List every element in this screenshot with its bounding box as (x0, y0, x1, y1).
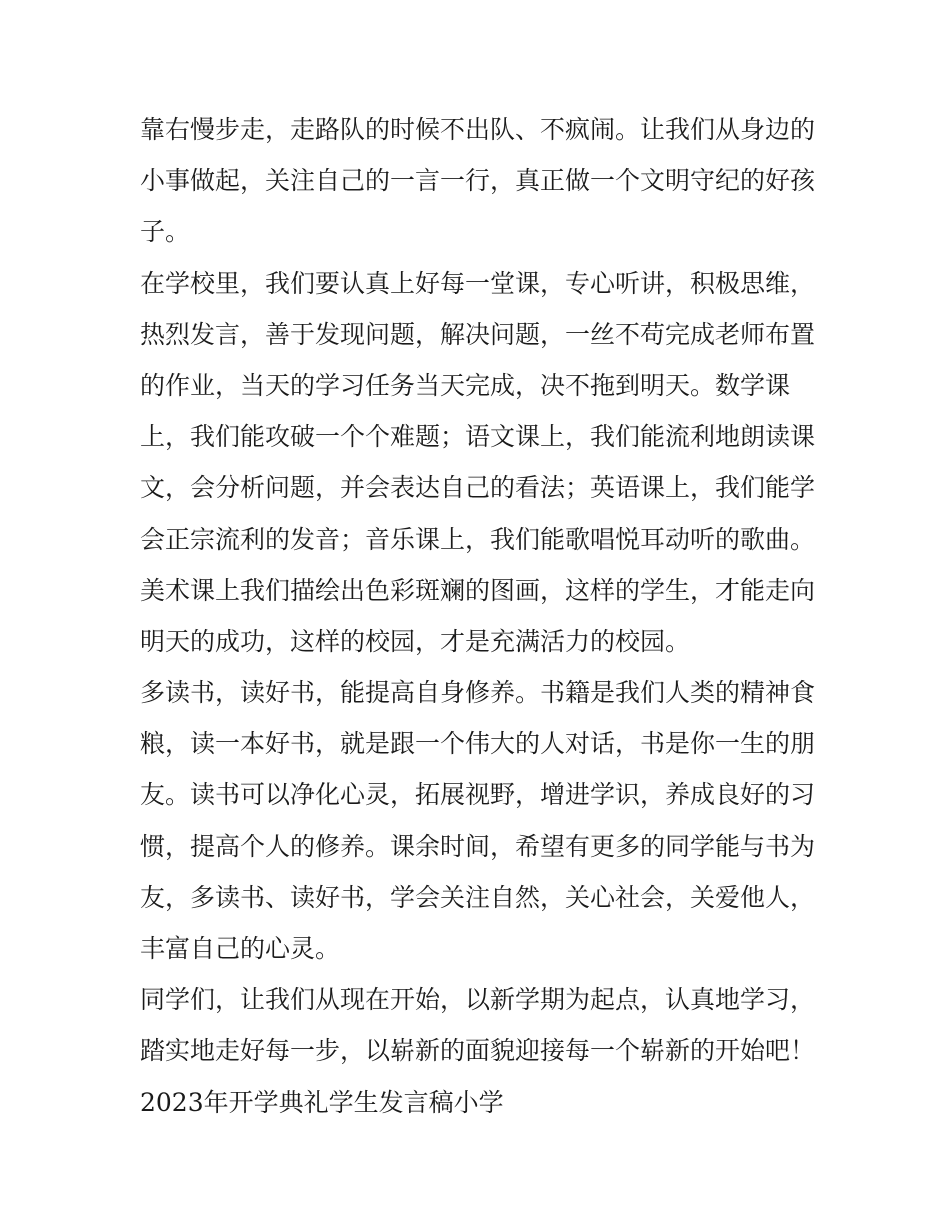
text-line: 上，我们能攻破一个个难题；语文课上，我们能流利地朗读课 (140, 422, 816, 452)
text-line: 热烈发言，善于发现问题，解决问题，一丝不苟完成老师布置 (140, 319, 816, 349)
text-line: 惯，提高个人的修养。课余时间，希望有更多的同学能与书为 (140, 831, 816, 861)
text-line: 靠右慢步走，走路队的时候不出队、不疯闹。让我们从身边的 (140, 115, 816, 144)
document-title-line: 2023年开学典礼学生发言稿小学 (140, 1087, 504, 1117)
text-line: 友。读书可以净化心灵，拓展视野，增进学识，养成良好的习 (140, 780, 816, 810)
text-line: 的作业，当天的学习任务当天完成，决不拖到明天。数学课 (140, 370, 791, 400)
text-line: 粮，读一本好书，就是跟一个伟大的人对话，书是你一生的朋 (140, 729, 816, 759)
text-line: 文，会分析问题，并会表达自己的看法；英语课上，我们能学 (140, 473, 816, 503)
text-line: 同学们，让我们从现在开始，以新学期为起点，认真地学习， (140, 985, 816, 1015)
text-line: 友，多读书、读好书，学会关注自然，关心社会，关爱他人， (140, 882, 816, 912)
text-line: 丰富自己的心灵。 (140, 934, 341, 963)
text-line: 踏实地走好每一步，以崭新的面貌迎接每一个崭新的开始吧！ (140, 1036, 816, 1066)
text-line: 会正宗流利的发音；音乐课上，我们能歌唱悦耳动听的歌曲。 (140, 524, 816, 554)
text-line: 美术课上我们描绘出色彩斑斓的图画，这样的学生，才能走向 (140, 575, 816, 605)
text-line: 在学校里，我们要认真上好每一堂课，专心听讲，积极思维， (140, 268, 816, 298)
text-line: 小事做起，关注自己的一言一行，真正做一个文明守纪的好孩 (140, 166, 816, 196)
text-line: 明天的成功，这样的校园，才是充满活力的校园。 (140, 626, 691, 656)
text-line: 子。 (140, 217, 191, 247)
text-line: 多读书，读好书，能提高自身修养。书籍是我们人类的精神食 (140, 678, 816, 708)
document-body (140, 104, 820, 1128)
